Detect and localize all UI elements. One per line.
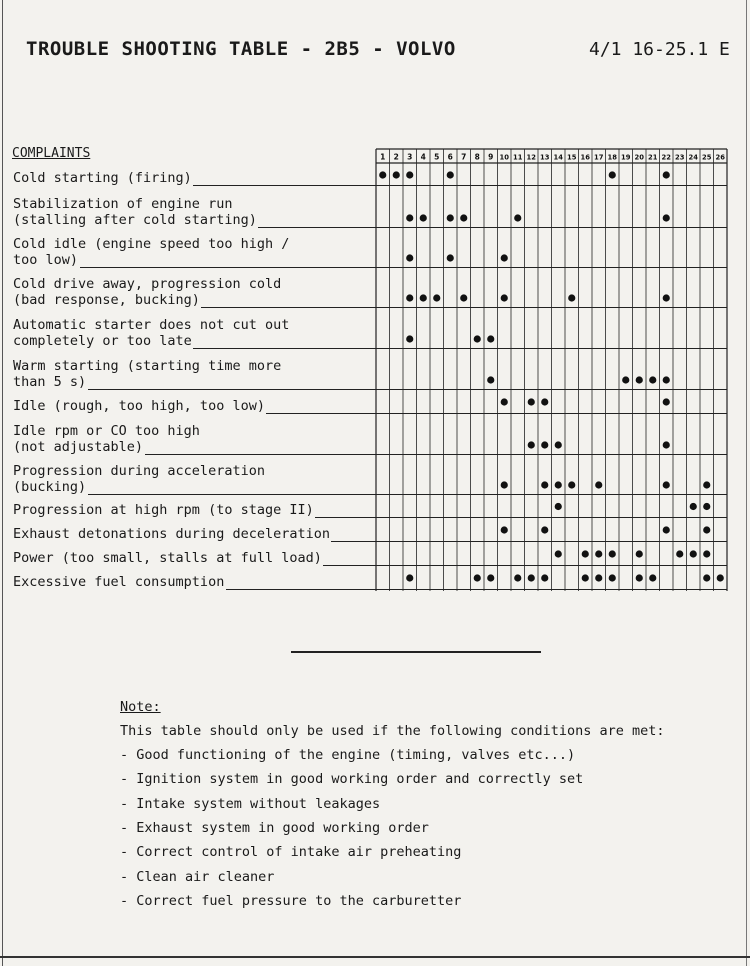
fault-mark	[447, 171, 454, 178]
fault-mark	[636, 376, 643, 383]
complaint-label: than 5 s)	[13, 374, 87, 390]
fault-mark	[609, 550, 616, 557]
fault-mark	[487, 376, 494, 383]
fault-mark	[528, 574, 535, 581]
column-number: 7	[461, 152, 467, 162]
column-number: 8	[474, 152, 480, 162]
fault-mark	[663, 171, 670, 178]
bottom-border	[0, 956, 750, 958]
fault-mark	[541, 526, 548, 533]
complaint-label: Idle (rough, too high, too low)	[13, 398, 265, 414]
complaints-heading: COMPLAINTS	[12, 146, 91, 161]
fault-mark	[663, 481, 670, 488]
column-number: 21	[648, 153, 658, 162]
fault-mark	[406, 254, 413, 261]
fault-mark	[501, 398, 508, 405]
fault-mark	[663, 294, 670, 301]
fault-mark	[379, 171, 386, 178]
column-number: 11	[513, 153, 523, 162]
fault-mark	[568, 294, 575, 301]
column-number: 10	[499, 153, 509, 162]
note-item: - Ignition system in good working order and correctly set	[120, 771, 584, 788]
fault-mark	[406, 335, 413, 342]
fault-mark	[663, 376, 670, 383]
fault-mark	[622, 376, 629, 383]
column-number: 19	[621, 153, 631, 162]
fault-mark	[555, 481, 562, 488]
column-number: 17	[594, 153, 604, 162]
complaint-label: Warm starting (starting time more	[13, 358, 282, 374]
fault-mark	[514, 214, 521, 221]
fault-mark	[406, 294, 413, 301]
complaint-label: Progression at high rpm (to stage II)	[13, 502, 314, 518]
column-number: 4	[420, 152, 426, 162]
complaint-label: (not adjustable)	[13, 439, 144, 455]
page-title: TROUBLE SHOOTING TABLE - 2B5 - VOLVO	[26, 38, 456, 60]
column-number: 24	[688, 153, 698, 162]
fault-mark	[447, 214, 454, 221]
fault-mark	[609, 574, 616, 581]
column-number: 12	[526, 153, 536, 162]
column-number: 5	[434, 152, 440, 162]
column-number: 13	[540, 153, 550, 162]
complaint-label: Cold idle (engine speed too high /	[13, 236, 290, 252]
column-number: 18	[607, 153, 617, 162]
complaint-label: Cold drive away, progression cold	[13, 276, 282, 292]
note-item: - Intake system without leakages	[120, 795, 381, 812]
column-number: 22	[661, 153, 671, 162]
fault-mark	[582, 550, 589, 557]
fault-mark	[420, 214, 427, 221]
complaint-label: Excessive fuel consumption	[13, 574, 225, 590]
fault-mark	[609, 171, 616, 178]
fault-mark	[460, 294, 467, 301]
fault-mark	[555, 503, 562, 510]
column-number: 14	[553, 153, 563, 162]
complaint-label: Automatic starter does not cut out	[13, 317, 290, 333]
fault-mark	[541, 441, 548, 448]
column-number: 3	[407, 152, 413, 162]
fault-mark	[595, 550, 602, 557]
note-item: - Clean air cleaner	[120, 868, 275, 885]
note-intro: This table should only be used if the following conditions are met:	[120, 723, 665, 739]
document-code: 4/1 16-25.1 E	[589, 39, 730, 60]
fault-mark	[703, 550, 710, 557]
complaint-label: Stabilization of engine run	[13, 196, 233, 212]
fault-mark	[663, 214, 670, 221]
fault-mark	[541, 481, 548, 488]
column-number: 20	[634, 153, 644, 162]
fault-mark	[703, 574, 710, 581]
fault-mark	[595, 481, 602, 488]
note-item: - Good functioning of the engine (timing, valves etc...)	[120, 747, 576, 763]
complaint-label: Progression during acceleration	[13, 463, 265, 479]
fault-mark	[501, 254, 508, 261]
fault-mark	[528, 441, 535, 448]
complaint-label: Power (too small, stalls at full load)	[13, 550, 322, 566]
note-item: - Correct fuel pressure to the carburetter	[120, 892, 462, 909]
fault-mark	[636, 574, 643, 581]
fault-mark	[568, 481, 575, 488]
note-item: - Correct control of intake air preheating	[120, 844, 462, 861]
column-number: 1	[380, 152, 386, 162]
column-number: 25	[702, 153, 712, 162]
fault-mark	[541, 398, 548, 405]
fault-mark	[690, 503, 697, 510]
fault-mark	[649, 376, 656, 383]
fault-mark	[474, 574, 481, 581]
complaint-label: (bucking)	[13, 479, 87, 495]
column-number: 2	[393, 152, 399, 162]
fault-mark	[487, 335, 494, 342]
fault-mark	[555, 441, 562, 448]
fault-mark	[528, 398, 535, 405]
fault-mark	[447, 254, 454, 261]
fault-mark	[703, 526, 710, 533]
fault-mark	[474, 335, 481, 342]
fault-mark	[676, 550, 683, 557]
fault-mark	[690, 550, 697, 557]
fault-mark	[406, 574, 413, 581]
fault-mark	[420, 294, 427, 301]
fault-mark	[717, 574, 724, 581]
note-heading: Note:	[120, 699, 161, 715]
fault-mark	[595, 574, 602, 581]
complaint-label: Exhaust detonations during deceleration	[13, 526, 330, 542]
fault-mark	[514, 574, 521, 581]
fault-mark	[460, 214, 467, 221]
complaint-label: (stalling after cold starting)	[13, 212, 257, 228]
column-number: 23	[675, 153, 685, 162]
complaint-label: too low)	[13, 252, 79, 268]
fault-mark	[487, 574, 494, 581]
fault-mark	[501, 481, 508, 488]
fault-mark	[663, 526, 670, 533]
fault-mark	[649, 574, 656, 581]
fault-mark	[406, 171, 413, 178]
note-item: - Exhaust system in good working order	[120, 819, 429, 836]
fault-mark	[501, 294, 508, 301]
fault-mark	[703, 481, 710, 488]
fault-mark	[393, 171, 400, 178]
fault-mark	[555, 550, 562, 557]
column-number: 16	[580, 153, 590, 162]
column-number: 15	[567, 153, 577, 162]
complaint-label: Cold starting (firing)	[13, 170, 192, 186]
complaint-label: completely or too late	[13, 333, 192, 349]
fault-mark	[663, 441, 670, 448]
column-number: 26	[715, 153, 725, 162]
fault-mark	[501, 526, 508, 533]
column-number: 9	[488, 152, 494, 162]
column-number: 6	[447, 152, 453, 162]
complaint-label: (bad response, bucking)	[13, 292, 200, 308]
fault-mark	[636, 550, 643, 557]
fault-mark	[582, 574, 589, 581]
fault-mark	[433, 294, 440, 301]
section-divider	[291, 651, 541, 653]
fault-mark	[541, 574, 548, 581]
fault-mark	[406, 214, 413, 221]
fault-mark	[703, 503, 710, 510]
complaint-label: Idle rpm or CO too high	[13, 423, 200, 439]
fault-mark	[663, 398, 670, 405]
